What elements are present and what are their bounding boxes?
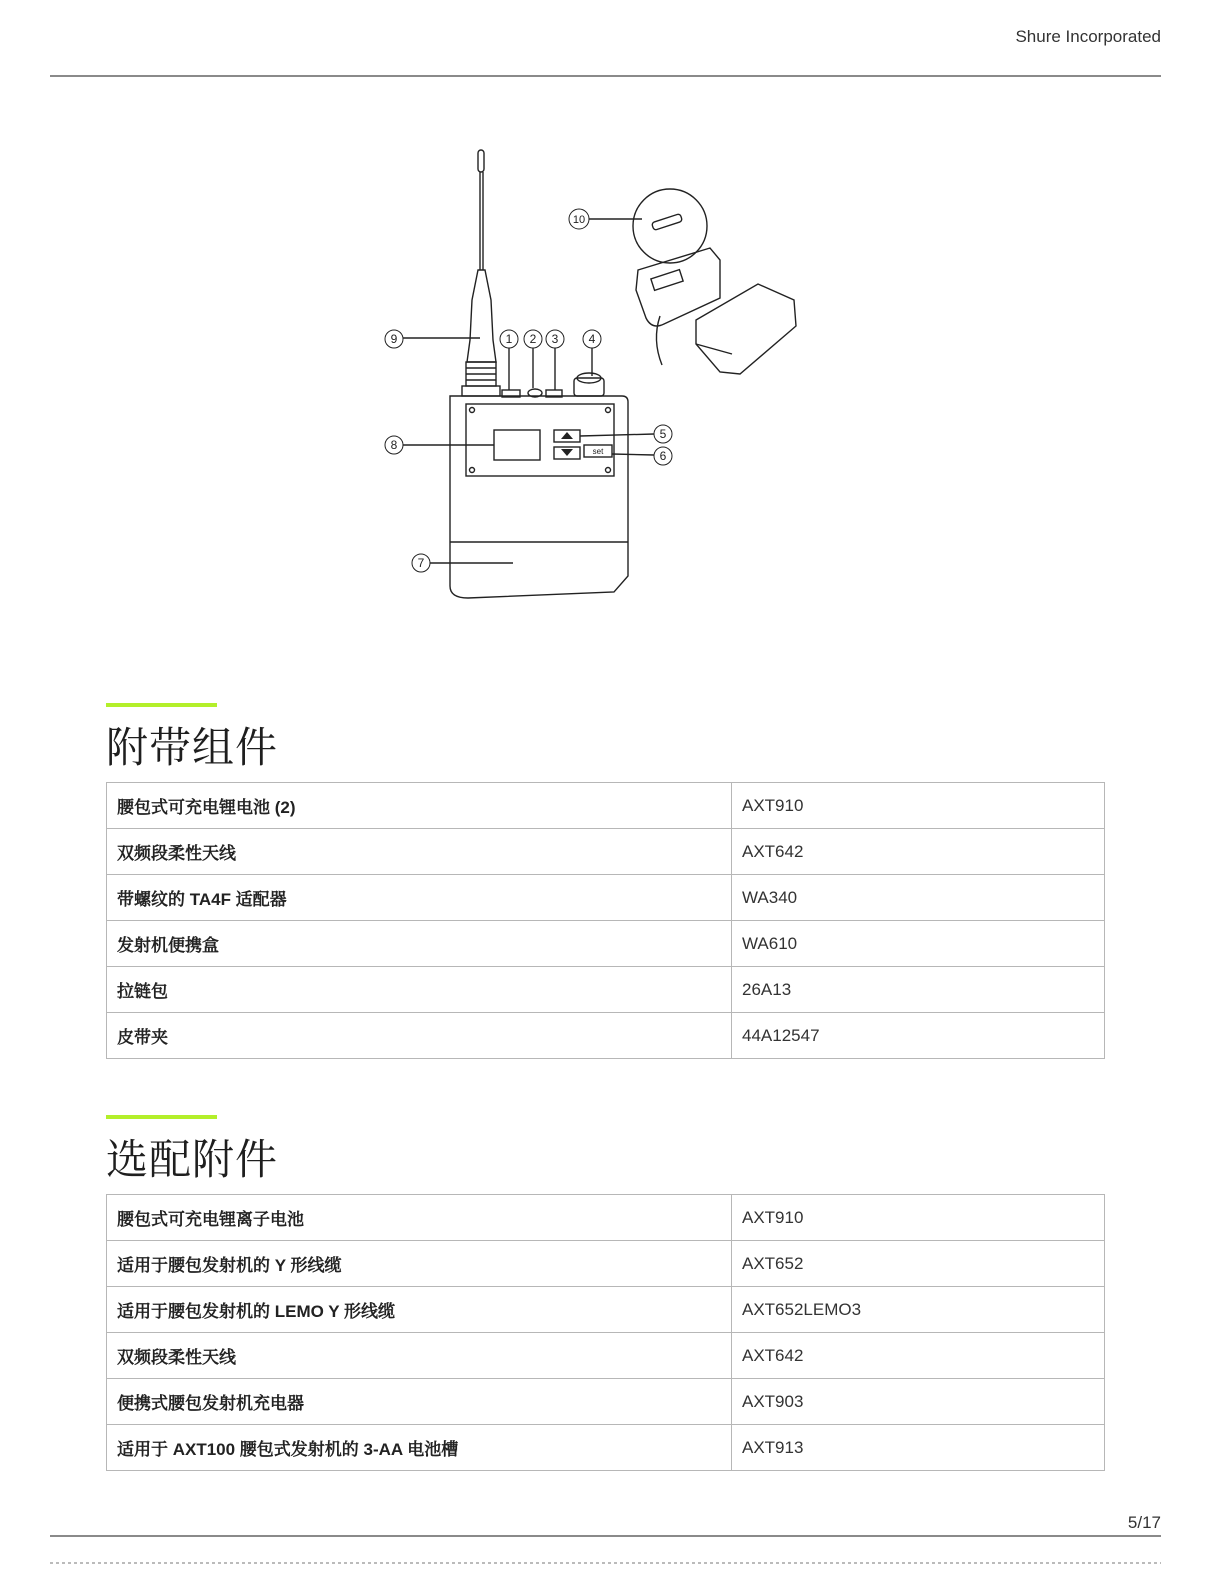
callout-2 [524,330,542,348]
item-description: 发射机便携盒 [107,921,732,967]
callout-6 [654,447,672,465]
svg-text:7: 7 [417,556,425,570]
item-description: 皮带夹 [107,1013,732,1059]
part-number: AXT910 [732,783,1105,829]
optional-accessories-table [106,1194,1105,1471]
table-row [107,1195,1105,1241]
item-description: 适用于腰包发射机的 LEMO Y 形线缆 [107,1287,732,1333]
svg-text:6: 6 [659,449,667,463]
part-number: AXT903 [732,1379,1105,1425]
table-row [107,1287,1105,1333]
antenna-tip [478,150,484,172]
svg-text:3: 3 [551,332,559,346]
part-number: WA340 [732,875,1105,921]
part-number: AXT913 [732,1425,1105,1471]
svg-text:10: 10 [572,214,586,226]
callout-8 [385,436,403,454]
part-number: AXT642 [732,1333,1105,1379]
set-key-label: set [592,447,604,456]
table-row [107,875,1105,921]
table-row [107,829,1105,875]
callout-5 [654,425,672,443]
callout-10 [569,209,589,229]
item-description: 拉链包 [107,967,732,1013]
transmitter-body [450,396,628,598]
part-number: AXT652 [732,1241,1105,1287]
svg-text:2: 2 [529,332,537,346]
battery-pack [636,248,720,326]
part-number: 44A12547 [732,1013,1105,1059]
footer-divider [50,1535,1161,1537]
table-row [107,1241,1105,1287]
footer-dotted-line [50,1562,1161,1564]
section-accent-bar [106,703,217,707]
spare-battery [696,284,796,374]
svg-text:4: 4 [588,332,596,346]
callout-9 [385,330,403,348]
table-row [107,1379,1105,1425]
part-number: AXT910 [732,1195,1105,1241]
section-accent-bar [106,1115,217,1119]
callout-7 [412,554,430,572]
antenna-sleeve [467,270,496,362]
item-description: 双频段柔性天线 [107,829,732,875]
part-number: AXT642 [732,829,1105,875]
table-row [107,921,1105,967]
item-description: 便携式腰包发射机充电器 [107,1379,732,1425]
table-row [107,1333,1105,1379]
item-description: 适用于 AXT100 腰包式发射机的 3-AA 电池槽 [107,1425,732,1471]
page-number: 5/17 [1127,1513,1161,1532]
item-description: 带螺纹的 TA4F 适配器 [107,875,732,921]
header-divider [50,75,1161,77]
callout-3 [546,330,564,348]
table-row [107,1013,1105,1059]
header-company-name: Shure Incorporated [1015,27,1161,46]
table-row [107,783,1105,829]
display-screen [494,430,540,460]
svg-text:8: 8 [390,438,398,452]
svg-text:1: 1 [505,332,513,346]
table-row [107,967,1105,1013]
item-description: 腰包式可充电锂电池 (2) [107,783,732,829]
svg-text:9: 9 [390,332,398,346]
part-number: AXT652LEMO3 [732,1287,1105,1333]
item-description: 适用于腰包发射机的 Y 形线缆 [107,1241,732,1287]
svg-text:5: 5 [659,427,667,441]
transmitter-diagram [370,140,810,610]
item-description: 双频段柔性天线 [107,1333,732,1379]
part-number: WA610 [732,921,1105,967]
callout-1 [500,330,518,348]
section-title-included: 附带组件 [106,723,279,772]
included-components-table [106,782,1105,1059]
table-row [107,1425,1105,1471]
item-description: 腰包式可充电锂离子电池 [107,1195,732,1241]
callout-4 [583,330,601,348]
section-title-optional: 选配附件 [106,1135,279,1184]
part-number: 26A13 [732,967,1105,1013]
